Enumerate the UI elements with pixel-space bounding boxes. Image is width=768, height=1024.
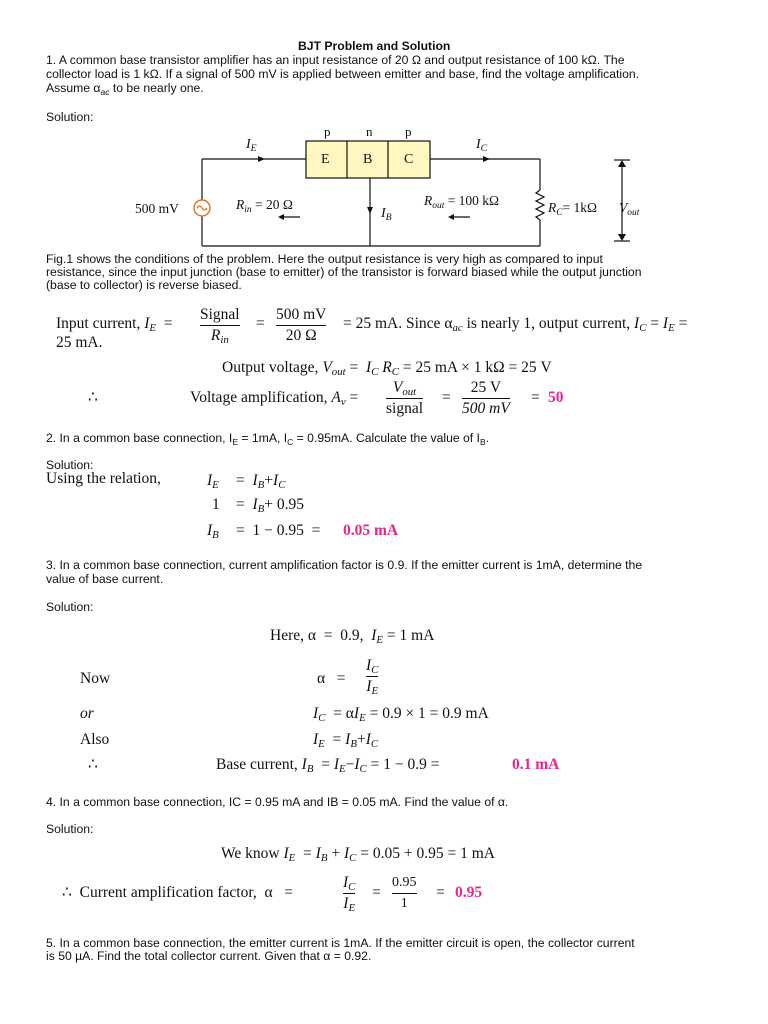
- answer-4: 0.95: [455, 884, 483, 901]
- p4-eq-2: =: [436, 884, 445, 901]
- page-title: BJT Problem and Solution: [298, 39, 451, 53]
- p2-eq-3: = 1 − 0.95 =: [236, 522, 321, 539]
- p3-or-eq: $I_C = \alpha I_E = 0.9 \times 1 = 0.9$ mA: [313, 705, 489, 724]
- answer-2: 0.05 mA: [343, 522, 399, 539]
- p1-solution-label: Solution:: [46, 110, 94, 124]
- p1-line3: Assume $\alpha_{ac}$ to be nearly one.: [46, 81, 204, 97]
- p5-line2: is 50 µA. Find the total collector current. Given that α = 0.92.: [46, 949, 372, 963]
- ie-label: $I_E$: [246, 137, 257, 154]
- rc-label: $R_C= 1k\Omega$: [548, 200, 598, 218]
- equals-1: =: [256, 315, 265, 332]
- ic-over-ie-2: $I_C$ $I_E$: [343, 874, 356, 914]
- source-label: 500 mV: [135, 201, 179, 216]
- p3-line1: 3. In a common base connection, current amplification factor is 0.9. If the emitter current is 1mA, determine the: [46, 558, 643, 572]
- p3-solution-label: Solution:: [46, 600, 94, 614]
- equals-3: =: [531, 389, 540, 406]
- p4-line1: 4. In a common base connection, IC = 0.95 mA and IB = 0.05 mA. Find the value of α.: [46, 795, 509, 809]
- p3-also-eq: $I_E = I_B+I_C$: [313, 731, 379, 750]
- 095-over-1: 0.95 1: [392, 875, 417, 911]
- p2-row2-lhs: 1: [212, 496, 220, 513]
- layer-p1: p: [324, 124, 331, 139]
- p2-ie: $I_E$: [207, 472, 219, 491]
- vout-label: $V_{out}$: [619, 200, 640, 218]
- p3-alpha: α =: [317, 670, 346, 687]
- fig-line1: Fig.1 shows the conditions of the problem. Here the output resistance is very high as compared to input: [46, 252, 603, 266]
- signal-over-rin: Signal $R_{in}$: [200, 306, 240, 346]
- p2-eq-2: = $I_B+ 0.95$: [236, 496, 305, 515]
- av-label: Voltage amplification, $A_v$ =: [190, 389, 359, 408]
- p2-ib: $I_B$: [207, 522, 219, 541]
- eq1-cont: 25 mA.: [56, 334, 103, 351]
- emitter-label: E: [321, 152, 330, 167]
- eq1-result: = 25 mA. Since $\alpha_{ac}$ is nearly 1, output current, $I_C = I_E$ =: [343, 315, 688, 334]
- therefore-1: ∴: [88, 389, 98, 406]
- layer-p2: p: [405, 124, 412, 139]
- p2-solution-label: Solution:: [46, 458, 94, 472]
- ic-over-ie: $I_C$ $I_E$: [366, 657, 379, 697]
- therefore-3: ∴: [88, 756, 98, 773]
- p3-now: Now: [80, 670, 111, 687]
- p3-line2: value of base current.: [46, 572, 164, 586]
- p3-or: or: [80, 705, 94, 722]
- p1-line2: collector load is 1 kΩ. If a signal of 500 mV is applied between emitter and base, find the voltage amplification.: [46, 67, 640, 81]
- 500mv-over-20: 500 mV 20 Ω: [276, 306, 327, 344]
- p2-eq-1: = $I_B+I_C$: [236, 472, 286, 491]
- p4-weknow: We know $I_E = I_B + I_C = 0.05 + 0.95 = 1$ mA: [221, 845, 495, 864]
- ib-label: $I_B$: [381, 206, 392, 223]
- 25v-over-500mv: 25 V 500 mV: [462, 379, 510, 417]
- fig-line3: (base to collector) is reverse biased.: [46, 278, 242, 292]
- input-current-label: Input current, $I_E$ =: [56, 315, 173, 334]
- p4-eq: =: [372, 884, 381, 901]
- layer-n: n: [366, 124, 373, 139]
- base-label: B: [363, 152, 373, 167]
- p3-also: Also: [80, 731, 110, 748]
- p3-base-eq: Base current, $I_B = I_E-I_C = 1 - 0.9$ =: [216, 756, 440, 775]
- ic-label: $I_C$: [476, 137, 488, 154]
- p5-line1: 5. In a common base connection, the emitter current is 1mA. If the emitter circuit is open, the collector current: [46, 936, 635, 950]
- p3-here: Here, α = 0.9, $I_E = 1$ mA: [270, 627, 435, 646]
- rin-label: $R_{in} = 20$ Ω: [236, 197, 293, 215]
- p2-line1: 2. In a common base connection, $I_E = 1mA$, $I_C = 0.95mA$. Calculate the value of $I_B$.: [46, 431, 490, 447]
- fig-line2: resistance, since the input junction (base to emitter) of the transistor is forward biased while the output junction: [46, 265, 642, 279]
- p4-caf: ∴ Current amplification factor, α =: [62, 884, 294, 901]
- answer-1: 50: [548, 389, 564, 406]
- vout-over-signal: $V_{out}$ signal: [386, 379, 424, 417]
- collector-label: C: [404, 152, 414, 167]
- equals-2: =: [442, 389, 451, 406]
- using-relation: Using the relation,: [46, 470, 161, 487]
- rout-label: $R_{out} = 100$ kΩ: [424, 193, 500, 211]
- circuit-diagram: [0, 118, 768, 253]
- p4-solution-label: Solution:: [46, 822, 94, 836]
- p1-line1: 1. A common base transistor amplifier has an input resistance of 20 Ω and output resistance of 100 kΩ. The: [46, 53, 625, 67]
- answer-3: 0.1 mA: [512, 756, 560, 773]
- output-voltage-eq: Output voltage, $V_{out} = I_C$ $R_C = 25$ mA × 1 kΩ = 25 V: [222, 359, 552, 378]
